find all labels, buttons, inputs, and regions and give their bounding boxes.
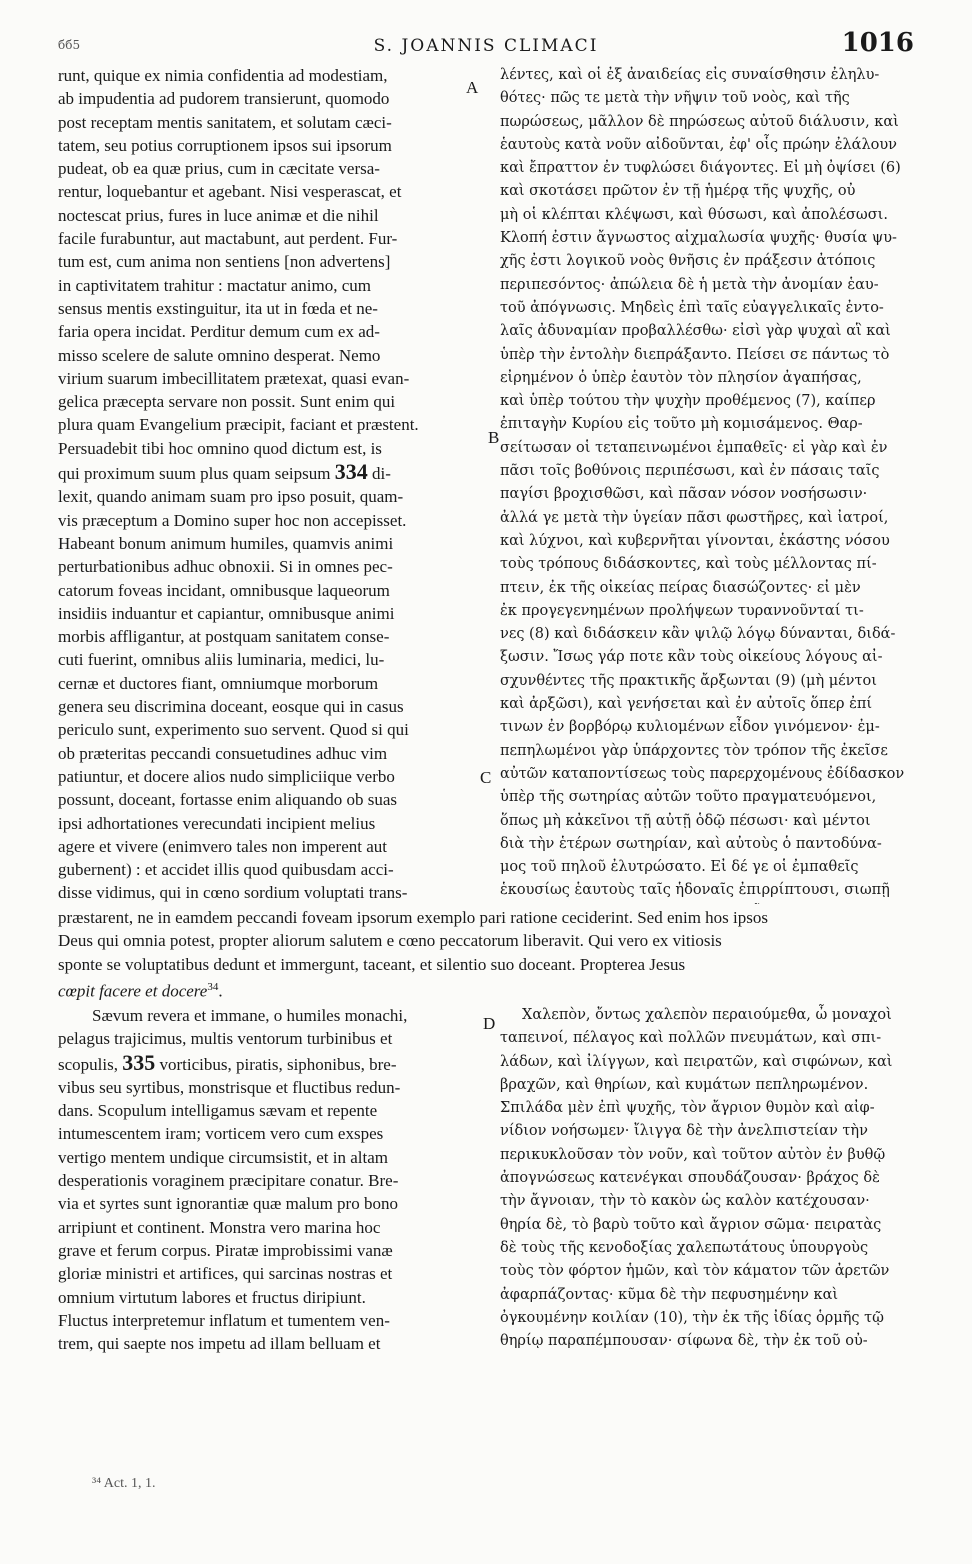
text-segment: qui proximum suum plus quam seipsum [58,464,335,484]
greek-line: θηρίῳ παραπέμπουσαν· σίφωνα δὲ, τὴν ἐκ τοῦ οὐ- [500,1333,868,1350]
text-line: misso scelere de salute omnino desperat. Nemo [58,345,381,365]
greek-line: ἑκουσίως ἑαυτοὺς ταῖς ἡδοναῖς ἐπιρρίπτουσι, σιωπῇ [500,882,890,899]
text-line: genera seu discrimina doceant, eosque qui in casus [58,697,404,717]
text-line: rentur, loquebantur et agebant. Nisi vesperascat, et [58,182,402,202]
text-line: runt, quique ex nimia confidentia ad modestiam, [58,66,388,85]
greek-line: σείτωσαν οἱ τεταπεινωμένοι ἐμπαθεῖς· εἰ γὰρ καὶ ἐν [500,439,888,456]
text-line: lexit, quando animam suam pro ipso posuit, quam- [58,487,404,507]
greek-line: διὰ τὴν ἑτέρων σωτηρίαν, καὶ αὐτοὺς ὁ παντοδύνα- [500,835,882,852]
text-line: plura quam Evangelium præcipit, faciant et præstent. [58,415,419,435]
text-line: disse vidimus, qui in cœno sordium voluptati trans- [58,883,408,903]
text-line: faria opera incidat. Perditur demum cum ex ad- [58,322,380,342]
text-line: arripiunt et continent. Monstra vero marina hoc [58,1217,381,1237]
greek-column-bottom [500,1004,918,1456]
page-number-left: бб5 [58,38,81,52]
greek-line [500,903,918,904]
text-line: Sævum revera et immane, o humiles monachi, [92,1006,408,1025]
latin-column-top [58,64,486,904]
text-line: intumescentem iram; vorticem vero cum exspes [58,1124,384,1144]
text-line: Habeant bonum animum humiles, quamvis animi [58,533,394,553]
text-line: patiuntur, et docere alios nudo simpliciique verbo [58,766,395,786]
greek-line: λέντες, καὶ οἱ ἐξ ἀναιδείας εἰς συναίσθησιν ἐληλυ- [500,67,880,83]
latin-column-bottom [58,1004,486,1456]
text-line [58,1051,486,1076]
greek-line: λάδων, καὶ ἰλίγγων, καὶ πειρατῶν, καὶ σιφώνων, καὶ [500,1053,893,1070]
greek-line: ξωσιν. Ἴσως γάρ ποτε κἂν τοὺς οἰκείους λόγους αἰ- [500,649,883,666]
greek-line: ἀλλά γε μετὰ τὴν ὑγείαν πᾶσι φωστῆρες, καὶ ἰατροί, [500,509,889,526]
greek-line: νες (8) καὶ διδάσκειν κἂν ψιλῷ λόγῳ δύνανται, διδά- [500,626,896,643]
text-line: tatem, seu potius corruptionem ipsos sui ipsorum [58,135,392,155]
margin-letter-d: D [483,1014,496,1033]
text-line: vis præceptum a Domino super hoc non accepisset. [58,510,407,530]
text-line [58,460,486,485]
greek-line: καὶ ἀρξῶσι), καὶ γενήσεται καὶ ἐν αὐτοῖς ὅπερ ἐπί [500,696,873,713]
text-line: desperationis voraginem præcipitare conatur. Bre- [58,1171,399,1191]
text-line: catorum foveas incidant, omnibusque laqueorum [58,580,390,600]
greek-line: νίδιον νοήσωμεν· ἴλιγγα δὲ τὴν ἀνελπιστείαν τὴν [500,1123,868,1140]
text-line: via et syrtes sunt ignorantiæ quæ malum pro bono [58,1194,398,1214]
footnote-ref: 34 [207,980,219,993]
text-line: perturbationibus adhuc obnoxii. Si in omnes pec- [58,557,393,577]
text-line: periculo sunt, experimento suo servent. Quod si qui [58,720,409,740]
greek-line: καὶ λύχνοι, καὶ κυβερνῆται γίνονται, ἑκάστης νόσου [500,532,890,549]
full-width-line: sponte se voluptatibus dedunt et immergunt, taceant, et silentio suo doceant. Propterea Jesus [58,954,686,974]
text-line: facile furabuntur, aut mactabunt, aut perdent. Fur- [58,229,398,249]
greek-line: περικυκλοῦσαν τὸν νοῦν, καὶ τοῦτον αὐτὸν ἐν βυθῷ [500,1146,886,1163]
greek-line: τοὺς τὸν φόρτον ἡμῶν, καὶ τὸν κάματον τῶν ἀρετῶν [500,1263,890,1280]
text-segment: di- [367,464,391,484]
text-line: agere et vivere (enimvero tales non imperent aut [58,836,387,856]
greek-line: ὑπὲρ τῆς σωτηρίας αὐτῶν τοῦτο πραγματευόμενοι, [500,789,877,806]
greek-line: Κλοπή ἐστιν ἄγνωστος αἰχμαλωσία ψυχῆς· θυσία ψυ- [500,230,897,247]
greek-line: ἐπιταγὴν Κυρίου εἰς τοῦτο μὴ κομισάμενος. Θαρ- [500,416,863,433]
greek-line: καὶ ἔπραττον ἐν τυφλώσει διάγοντες. Εἰ μὴ ὀψίσει (6) [500,160,901,177]
greek-line: ἐκ προγεγενημένων προλήψεων τυραννοῦνταί τι- [500,602,864,619]
full-width-line: Deus qui omnia potest, propter aliorum salutem e cœno peccatorum liberavit. Qui vero ex vitiosis [58,931,722,951]
full-width-line: præstarent, ne in eamdem peccandi foveam ipsorum exemplo pari ratione ceciderint. Sed enim hos ipsos [58,908,769,927]
greek-line: χῆς ἐστι λογικοῦ νοὸς θνῆσις ἐν πράξεσιν ἀτόποις [500,253,876,270]
greek-line: τὴν ἄγνοιαν, τὴν τὸ κακὸν ὡς καλὸν κατέχουσαν· [500,1193,870,1210]
text-line: omnium virtutum labores et fructus diripiunt. [58,1287,366,1307]
greek-line: ὅπως μὴ κἀκεῖνοι τῇ αὐτῇ ὁδῷ πέσωσι· καὶ μέντοι [500,812,871,829]
greek-line: Σπιλάδα μὲν ἐπὶ ψυχῆς, τὸν ἄγριον θυμὸν καὶ αἰφ- [500,1100,875,1117]
page-header [58,28,914,62]
text-line: insidiis induantur et capiantur, omnibusque animi [58,603,395,623]
running-title: S. JOANNIS CLIMACI [373,36,599,56]
margin-letter-c: C [480,768,492,787]
footnote: ³⁴ Act. 1, 1. [92,1476,156,1491]
text-line: ab impudentia ad pudorem transierunt, quomodo [58,89,390,109]
full-width-line [58,976,918,1002]
text-line: trem, qui saepte nos impetu ad illam belluam et [58,1334,381,1354]
latin-full-width-block [58,906,918,1002]
text-line: tum est, cum anima non sentiens [non advertens] [58,252,391,272]
greek-line: πᾶσι τοῖς βοθύνοις περιπέσωσι, καὶ ἐν πάσαις ταῖς [500,463,880,480]
section-number: 335 [122,1050,156,1075]
margin-letter-b: B [488,428,500,447]
greek-line: ταπεινοί, πέλαγος καὶ πολλῶν πνευμάτων, καὶ σπι- [500,1030,882,1047]
text-segment: . [218,981,223,1001]
greek-line: τοὺς τρόπους διδάσκοντες, καὶ τοὺς μέλλοντας πί- [500,556,877,573]
text-line: cuti fuerint, omnibus aliis luminaria, medici, lu- [58,650,385,670]
greek-line: ὀγκουμένην κοιλίαν (10), τὴν ἐκ τῆς ἰδίας ὁρμῆς τῷ [500,1309,885,1326]
greek-line: πεπηλωμένοι γὰρ ὑπάρχοντες τὸν τρόπον τῆς ἐκεῖσε [500,742,888,759]
greek-line: δὲ τοὺς τῆς κενοδοξίας χαλεπωτάτους ὑπουργοὺς [500,1239,869,1256]
section-number: 334 [334,460,368,485]
text-line: dans. Scopulum intelligamus sævam et repente [58,1101,378,1121]
greek-line: τοῦ ἀπόγνωσις. Μηδεὶς ἐπὶ ταῖς εὐαγγελικαῖς ἐντο- [500,299,884,316]
text-line: gelica præcepta servare non possit. Sunt enim qui [58,392,396,412]
text-line: vibus seu syrtibus, monstrisque et fluctibus redun- [58,1077,401,1097]
text-line: noctescat prius, fures in luce animæ et die nihil [58,205,379,225]
greek-line: ἑαυτοὺς κατὰ νοῦν αἰδοῦνται, ἐφ' οἷς πρώην ἐλάλουν [500,136,898,153]
greek-line: μὴ οἱ κλέπται κλέψωσι, καὶ θύσωσι, καὶ ἀπολέσωσι. [500,206,888,223]
greek-line: εἰρημένον ὁ ὑπὲρ ἑαυτὸν τὸν πλησίον ἀγαπήσας, [500,369,862,386]
text-line: vertigo mentem undique circumsistit, et in altam [58,1147,389,1167]
greek-line: αὐτῶν καταποντίσεως τοὺς παρερχομένους ἐδίδασκον [500,765,905,782]
greek-line: καὶ ὑπὲρ τούτου τὴν ψυχὴν προθέμενος (7), καίπερ [500,393,876,410]
greek-line: σχυνθέντες τῆς πρακτικῆς ἄρξωνται (9) (μὴ μέντοι [500,672,877,689]
greek-line: λαῖς ἀδυναμίαν προβαλλέσθω· εἰσὶ γὰρ ψυχαὶ αἳ καὶ [500,323,891,340]
greek-line: πωρώσεως, μᾶλλον δὲ πηρώσεως αὐτοῦ διάλυσιν, καὶ [500,113,899,130]
greek-line: θηρία δὲ, τὸ βαρὺ τοῦτο καὶ ἄγριον σῶμα· πειρατὰς [500,1216,882,1233]
text-line: sensus mentis exstinguitur, ita ut in fœda et ne- [58,298,378,318]
text-line: ob præteritas peccandi consuetudines adhuc vim [58,743,388,763]
greek-line: Χαλεπὸν, ὄντως χαλεπὸν περαιούμεθα, ὦ μοναχοὶ [522,1007,892,1023]
text-line: cernæ et ductores fiant, omniumque morborum [58,673,379,693]
column-number: 1016 [841,28,914,58]
greek-line: ἀφαρπάζοντας· κῦμα δὲ τὴν πεφυσημένην καὶ [500,1286,839,1303]
greek-line: τινων ἐν βορβόρῳ κυλιομένων εἶδον γινόμενον· ἐμ- [500,719,880,736]
text-line: gloriæ ministri et artifices, qui sarcinas nostras et [58,1264,393,1284]
greek-line: ὑπὲρ τὴν ἐντολὴν διεπράξαντο. Πείσει σε πάντως τὸ [500,346,890,363]
text-line: pudeat, ob ea quæ prius, cum in cæcitate versa- [58,159,380,179]
greek-line: θότες· πῶς τε μετὰ τὴν νῆψιν τοῦ νοὸς, καὶ τῆς [500,90,850,107]
greek-line: παγίσι βροχισθῶσι, καὶ πᾶσαν νόσον νοσήσωσιν· [500,486,868,503]
text-line: pelagus trajicimus, multis ventorum turbinibus et [58,1029,393,1049]
text-line: in captivitatem trahitur : mactatur animo, cum [58,275,371,295]
greek-line: καὶ σκοτάσει πρῶτον ἐν τῇ ἡμέρᾳ τῆς ψυχῆς, οὐ [500,183,856,200]
text-line: morbis affligantur, at postquam sanitatem conse- [58,627,390,647]
text-line: grave et ferum corpus. Piratæ improbissimi vanæ [58,1240,393,1260]
greek-line: περιπεσόντος· ἀπώλεια δὲ ἡ μετὰ τὴν ἀνομίαν ἑαυ- [500,276,879,293]
text-line: possunt, doceant, fortasse enim aliquando ob suas [58,790,397,810]
text-line: gubernent) : et accidet illis quod quibusdam acci- [58,860,394,880]
greek-line: βραχῶν, καὶ θηρίων, καὶ κυμάτων πεπληρωμένον. [500,1076,869,1093]
text-line: ipsi adhortationes verecundati incipient melius [58,813,376,833]
text-line: post receptam mentis sanitatem, et solutam cæci- [58,112,392,132]
greek-line: ἀπογνώσεως κατενέγκαι σπουδάζουσαν· βράχος δὲ [500,1170,880,1187]
text-line: virium suarum imbecillitatem prætexat, quasi evan- [58,368,410,388]
greek-line: πτειν, ἐκ τῆς οἰκείας πείρας διασώζοντες· εἰ μὲν [500,579,861,596]
text-line: Persuadebit tibi hoc omnino quod dictum est, is [58,438,382,458]
text-line: Fluctus interpretemur inflatum et tumentem ven- [58,1310,390,1330]
greek-column-top [500,64,918,904]
margin-letter-a: A [466,78,479,97]
italic-quote: cœpit facere et docere [58,981,208,1001]
text-segment: scopulis, [58,1054,123,1074]
text-segment: vorticibus, piratis, siphonibus, bre- [155,1054,397,1074]
greek-line: μος τοῦ πηλοῦ ἐλυτρώσατο. Εἰ δέ γε οἱ ἐμπαθεῖς [500,859,859,876]
